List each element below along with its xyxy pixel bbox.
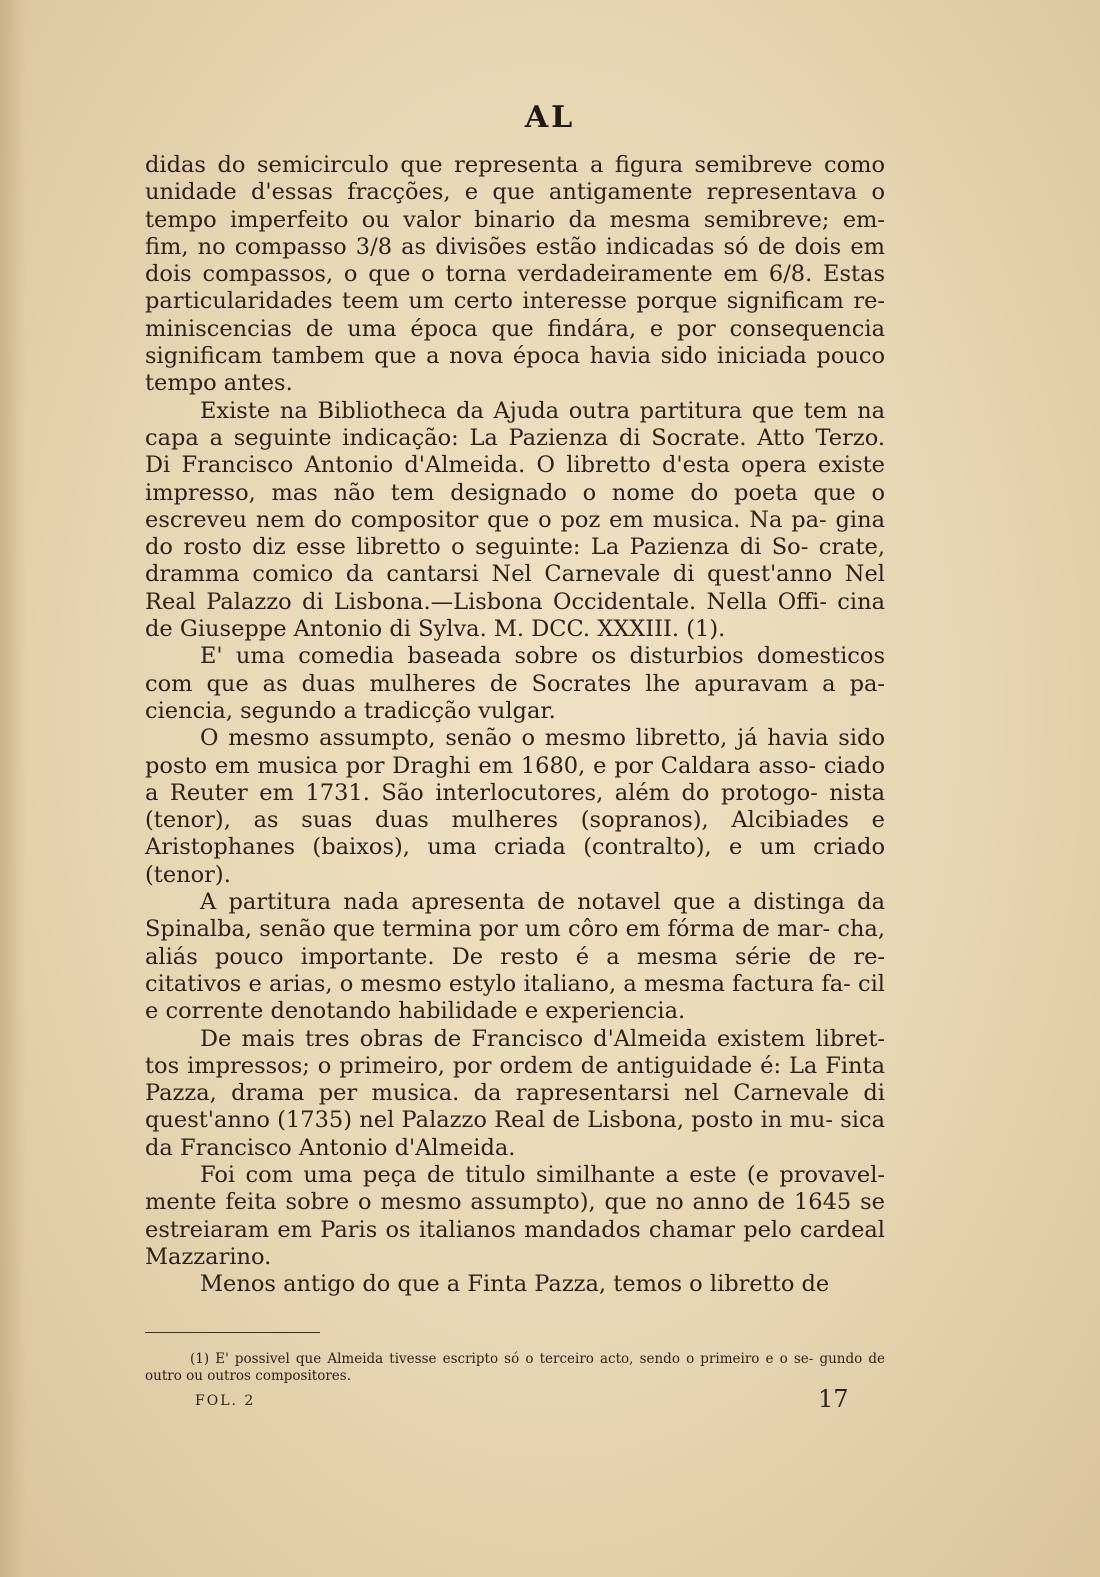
paragraph: Existe na Bibliotheca da Ajuda outra partitura que tem na capa a seguinte indicação: La Pazienza di Socrate. Atto Terzo. Di Francisco Antonio d'Almeida. O libretto d'esta opera existe impresso, mas não tem designado o nome do poeta que o escreveu nem do compositor que o poz em musica. Na pa- gina do rosto diz esse libretto o seguinte: La Pazienza di So- crate, dramma comico da cantarsi Nel Carnevale di quest'anno Nel Real Palazzo di Lisbona.—Lisbona Occidentale. Nella Offi- cina de Giuseppe Antonio di Sylva. M. DCC. XXXIII. (1).	[145, 397, 885, 643]
paragraph: Foi com uma peça de titulo similhante a este (e provavel- mente feita sobre o mesmo assumpto), que no anno de 1645 se estreiaram em Paris os italianos mandados chamar pelo cardeal Mazzarino.	[145, 1161, 885, 1270]
paragraph: didas do semicirculo que representa a figura semibreve como unidade d'essas fracções, e que antigamente representava o tempo imperfeito ou valor binario da mesma semibreve; em- fim, no compasso 3/8 as divisões estão indicadas só de dois em dois compassos, o que o torna verdadeiramente em 6/8. Estas particularidades teem um certo interesse porque significam re- miniscencias de uma época que findára, e por consequencia significam tambem que a nova época havia sido iniciada pouco tempo antes.	[145, 152, 885, 397]
signature-mark: FOL. 2	[195, 1393, 256, 1409]
paragraph: De mais tres obras de Francisco d'Almeida existem libret- tos impressos; o primeiro, por ordem de antiguidade é: La Finta Pazza, drama per musica. da rapresentarsi nel Carnevale di quest'anno (1735) nel Palazzo Real de Lisbona, posto in mu- sica da Francisco Antonio d'Almeida.	[145, 1025, 885, 1161]
footnote: (1) E' possivel que Almeida tivesse escripto só o terceiro acto, sendo o primeiro e o se- gundo de outro ou outros compositores.	[145, 1351, 885, 1384]
body-text	[145, 152, 885, 1298]
page-edge-shadow	[0, 0, 26, 1577]
paragraph: A partitura nada apresenta de notavel que a distinga da Spinalba, senão que termina por um côro em fórma de mar- cha, aliás pouco importante. De resto é a mesma série de re- citativos e arias, o mesmo estylo italiano, a mesma factura fa- cil e corrente denotando habilidade e experiencia.	[145, 889, 885, 1025]
paragraph: Menos antigo do que a Finta Pazza, temos o libretto de	[200, 1271, 830, 1298]
paragraph: E' uma comedia baseada sobre os disturbios domesticos com que as duas mulheres de Socrates lhe apuravam a pa- ciencia, segundo a tradicção vulgar.	[145, 643, 885, 724]
page-number: 17	[818, 1385, 849, 1413]
footnote-rule	[145, 1332, 320, 1333]
running-head: AL	[524, 100, 576, 135]
paragraph: O mesmo assumpto, senão o mesmo libretto, já havia sido posto em musica por Draghi em 1680, e por Caldara asso- ciado a Reuter em 1731. São interlocutores, além do protogo- nista (tenor), as suas duas mulheres (sopranos), Alcibiades e Aristophanes (baixos), uma criada (contralto), e um criado (tenor).	[145, 725, 885, 888]
